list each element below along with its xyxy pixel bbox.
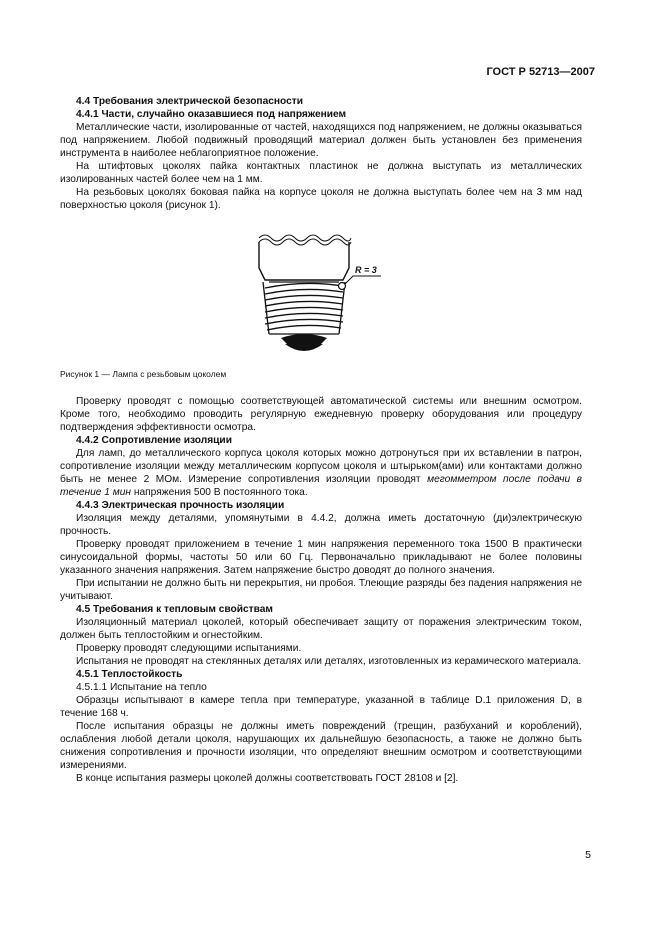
paragraph: Проверку проводят следующими испытаниями. [76, 643, 302, 654]
paragraph: Проверку проводят приложением в течение 1 мин напряжения переменного тока 1500 В практически синусоидальной формы, частоты 50 или 60 Гц. Первоначально прикладывают не более половины указанного значения напряжения. Затем напряжение быстро доводят до полного значения. [60, 539, 582, 576]
page-number: 5 [585, 849, 591, 861]
paragraph: На штифтовых цоколях пайка контактных пластинок не должна выступать из металлических изолированных частей более чем на 1 мм. [60, 161, 582, 185]
page-body [60, 95, 582, 785]
paragraph: В конце испытания размеры цоколей должны соответствовать ГОСТ 28108 и [2]. [76, 773, 459, 784]
paragraph: Образцы испытывают в камере тепла при температуре, указанной в таблице D.1 приложения D, в течение 168 ч. [60, 695, 582, 719]
section-heading-4-4-3: 4.4.3 Электрическая прочность изоляции [76, 500, 285, 511]
paragraph: На резьбовых цоколях боковая пайка на корпусе цоколя не должна выступать более чем на 3 мм над поверхностью цоколя (рисунок 1). [60, 187, 582, 211]
figure-1 [60, 220, 582, 368]
radius-label: R = 3 [355, 265, 377, 275]
paragraph: Металлические части, изолированные от частей, находящихся под напряжением, не должны оказываться под напряжением. Любой подвижный проводящий материал должен быть установлен без применения инструмента в наиболее неблагоприятное положение. [60, 122, 582, 159]
paragraph: Проверку проводят с помощью соответствующей автоматической системы или внешним осмотром. Кроме того, необходимо проводить регулярную ежедневную проверку оборудования или процедуру подтверждения эффективности осмотра. [60, 396, 582, 433]
paragraph: При испытании не должно быть ни перекрытия, ни пробоя. Тлеющие разряды без падения напряжения не учитывают. [60, 578, 582, 602]
figure-caption: Рисунок 1 — Лампа с резьбовым цоколем [60, 369, 227, 379]
subsection-heading-4-5-1-1: 4.5.1.1 Испытание на тепло [76, 682, 207, 693]
paragraph: После испытания образцы не должны иметь повреждений (трещин, разбуханий и короблений), ослабления любой детали цоколя, нарушающих их дальнейшую безопасность, а также не должно быть снижения сопротивления и прочности изоляции, что определяют внешним осмотром и соответствующими измерениями. [60, 721, 582, 771]
section-heading-4-4: 4.4 Требования электрической безопасности [76, 96, 304, 107]
paragraph: Для ламп, до металлического корпуса цоколя которых можно дотронуться при их вставлении в патрон, сопротивление изоляции между металлическим корпусом цоколя и штырьком(ами) или контактами должно быть не менее 2 МОм. Измерение сопротивления изоляции проводят мегомметром после подачи в течение 1 мин напряжения 500 В постоянного тока. [60, 448, 582, 498]
lamp-base-drawing [255, 220, 415, 360]
paragraph: Изоляционный материал цоколей, который обеспечивает защиту от поражения электрическим током, должен быть теплостойким и огнестойким. [60, 617, 582, 641]
document-header: ГОСТ Р 52713—2007 [486, 66, 595, 78]
section-heading-4-4-2: 4.4.2 Сопротивление изоляции [76, 435, 232, 446]
section-heading-4-4-1: 4.4.1 Части, случайно оказавшиеся под напряжением [76, 109, 347, 120]
paragraph: Изоляция между деталями, упомянутыми в 4.4.2, должна иметь достаточную (ди)электрическую прочность. [60, 513, 582, 537]
paragraph: Испытания не проводят на стеклянных деталях или деталях, изготовленных из керамического материала. [76, 656, 582, 667]
section-heading-4-5: 4.5 Требования к тепловым свойствам [76, 604, 273, 615]
section-heading-4-5-1: 4.5.1 Теплостойкость [76, 669, 183, 680]
